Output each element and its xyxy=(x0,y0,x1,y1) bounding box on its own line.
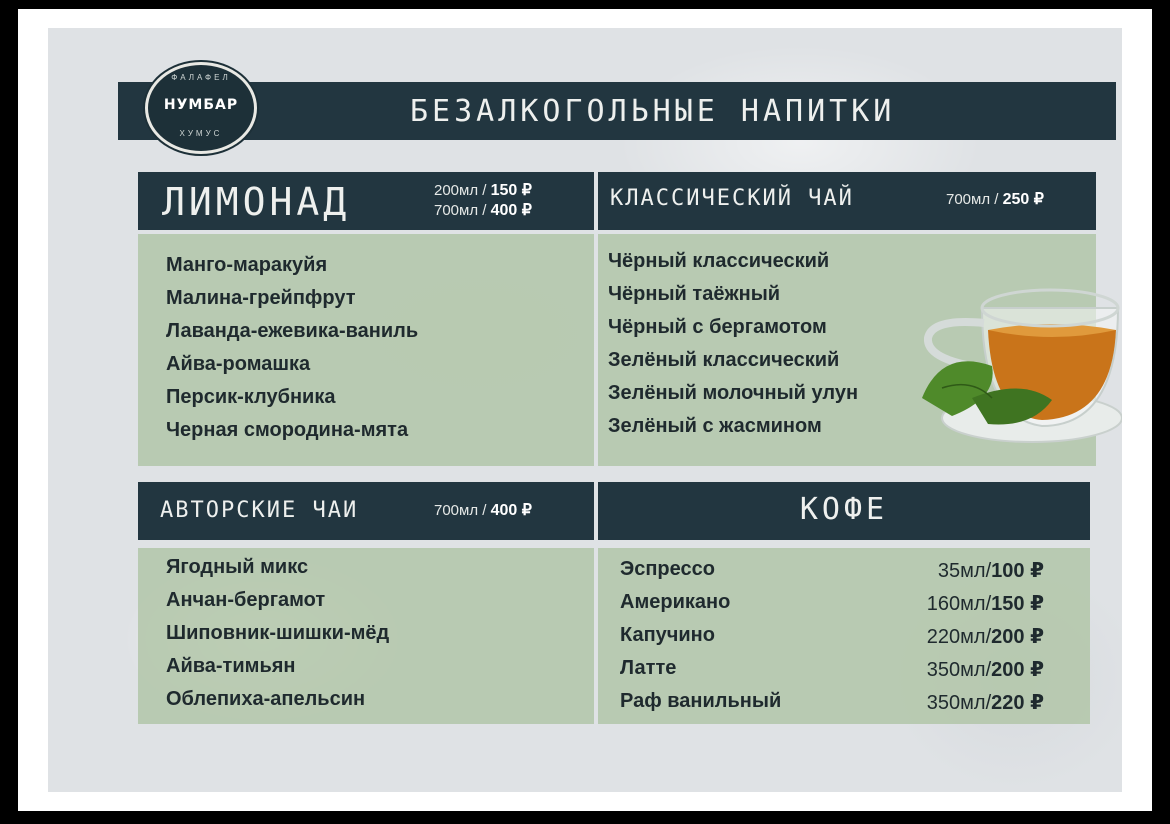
list-item: Зелёный с жасмином xyxy=(608,415,822,437)
coffee-item-price xyxy=(938,558,1044,583)
coffee-item-price xyxy=(927,591,1044,616)
list-item: Малина-грейпфрут xyxy=(166,287,356,309)
coffee-item-price-value: 200 ₽ xyxy=(991,659,1044,681)
coffee-item-price xyxy=(927,624,1044,649)
lemonade-price-700-value: 400 ₽ xyxy=(490,202,532,219)
classic-tea-price-volume: 700мл / xyxy=(946,191,999,208)
list-item: Анчан-бергамот xyxy=(166,589,326,611)
coffee-header xyxy=(598,482,1090,540)
logo-ring-top: ФАЛАФЕЛ xyxy=(171,73,231,82)
list-item: Шиповник-шишки-мёд xyxy=(166,622,390,644)
lemonade-price-200-value: 150 ₽ xyxy=(490,182,532,199)
coffee-item-name: Эспрессо xyxy=(620,558,715,580)
coffee-item-price-value: 150 ₽ xyxy=(991,593,1044,615)
tea-cup-image xyxy=(912,248,1122,452)
author-tea-price-value: 400 ₽ xyxy=(490,502,532,519)
logo-ring-bottom: ХУМУС xyxy=(179,129,223,138)
coffee-item-volume: 220мл/ xyxy=(926,626,992,648)
coffee-item-price-value: 100 ₽ xyxy=(991,560,1044,582)
coffee-title: КОФЕ xyxy=(799,492,889,527)
list-item: Персик-клубника xyxy=(166,386,336,408)
classic-tea-title: КЛАССИЧЕСКИЙ ЧАЙ xyxy=(610,186,854,211)
author-tea-price-volume: 700мл / xyxy=(434,502,487,519)
author-tea-title: АВТОРСКИЕ ЧАИ xyxy=(160,498,359,523)
lemonade-panel xyxy=(138,234,594,466)
list-item: Айва-ромашка xyxy=(166,353,311,375)
coffee-item-name: Американо xyxy=(620,591,731,613)
author-tea-panel xyxy=(138,548,594,724)
coffee-item-price-value: 200 ₽ xyxy=(991,626,1044,648)
classic-tea-price xyxy=(946,191,1044,209)
lemonade-header xyxy=(138,172,594,230)
numbar-logo xyxy=(145,62,257,154)
coffee-panel xyxy=(598,548,1090,724)
list-item: Чёрный с бергамотом xyxy=(608,316,827,338)
list-item: Ягодный микс xyxy=(166,556,309,578)
header-bar xyxy=(118,82,1116,140)
coffee-item-name: Раф ванильный xyxy=(620,690,782,712)
coffee-item-volume: 160мл/ xyxy=(926,593,992,615)
author-tea-price xyxy=(434,502,532,520)
lemonade-price-200-volume: 200мл / xyxy=(434,182,487,199)
list-item: Облепиха-апельсин xyxy=(166,688,366,710)
logo-mark: НУМБАР xyxy=(163,97,239,113)
coffee-item-name: Капучино xyxy=(620,624,715,646)
page-title: БЕЗАЛКОГОЛЬНЫЕ НАПИТКИ xyxy=(410,94,896,129)
coffee-item-name: Латте xyxy=(620,657,677,679)
lemonade-title: ЛИМОНАД xyxy=(162,180,351,224)
list-item: Чёрный таёжный xyxy=(608,283,781,305)
coffee-item-price-value: 220 ₽ xyxy=(991,692,1044,714)
list-item: Чёрный классический xyxy=(608,250,830,272)
author-tea-header xyxy=(138,482,594,540)
coffee-item-volume: 350мл/ xyxy=(926,659,992,681)
coffee-item-volume: 350мл/ xyxy=(926,692,992,714)
list-item: Манго-маракуйя xyxy=(166,254,328,276)
list-item: Зелёный молочный улун xyxy=(608,382,859,404)
classic-tea-price-value: 250 ₽ xyxy=(1002,191,1044,208)
coffee-item-volume: 35мл/ xyxy=(937,560,992,582)
list-item: Айва-тимьян xyxy=(166,655,296,677)
lemonade-price-200 xyxy=(434,182,532,200)
list-item: Лаванда-ежевика-ваниль xyxy=(166,320,419,342)
classic-tea-header xyxy=(598,172,1096,230)
lemonade-price-700 xyxy=(434,202,532,220)
coffee-item-price xyxy=(927,690,1044,715)
list-item: Черная смородина-мята xyxy=(166,419,409,441)
list-item: Зелёный классический xyxy=(608,349,840,371)
lemonade-price-700-volume: 700мл / xyxy=(434,202,487,219)
coffee-item-price xyxy=(927,657,1044,682)
